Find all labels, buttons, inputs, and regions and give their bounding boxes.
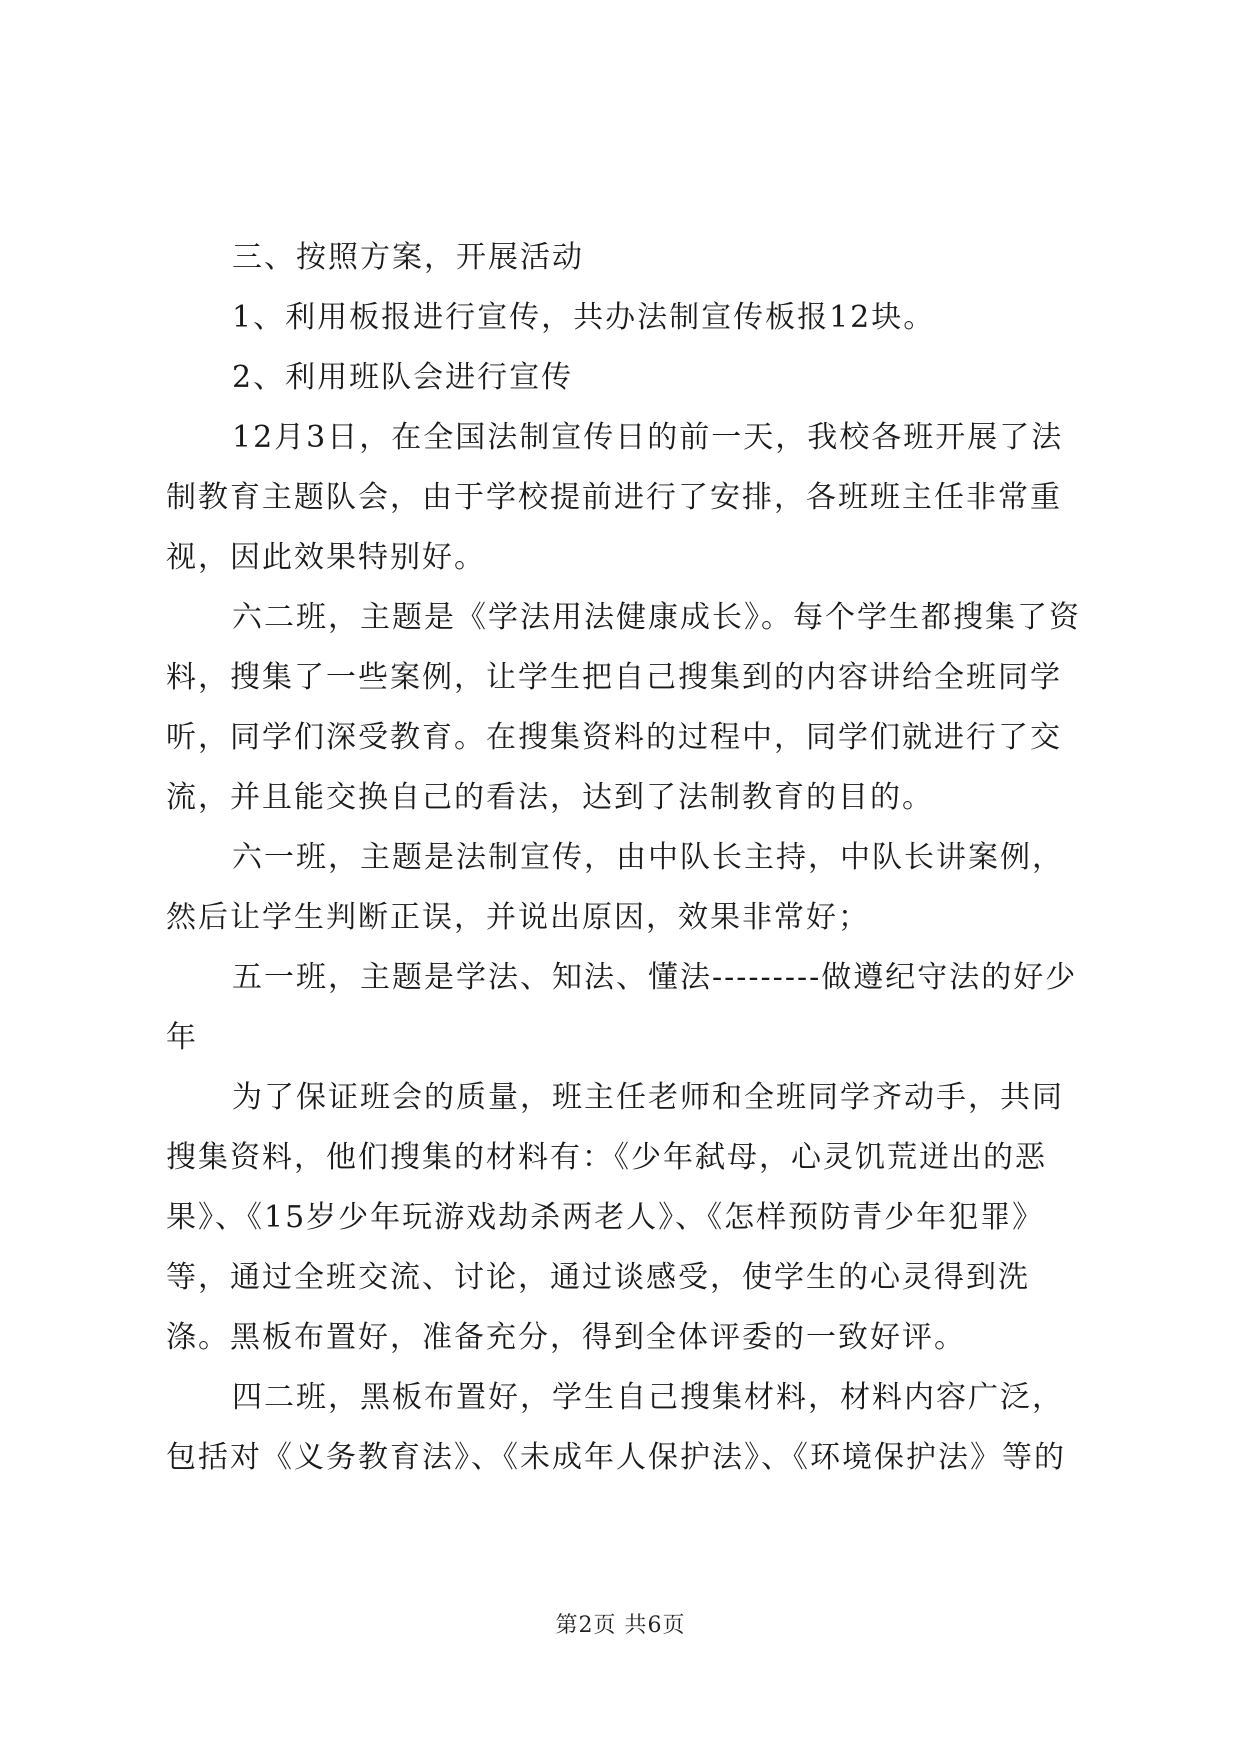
paragraph-class-4-2: 四二班，黑板布置好，学生自己搜集材料，材料内容广泛，包括对《义务教育法》、《未成年人保护法》、《环境保护法》等的 bbox=[166, 1380, 1066, 1475]
page-footer bbox=[0, 1608, 1241, 1639]
page-number: 第2页 共6页 bbox=[555, 1613, 686, 1638]
paragraph-dec-3: 12月3日，在全国法制宣传日的前一天，我校各班开展了法制教育主题队会，由于学校提前进行了安排，各班班主任非常重视，因此效果特别好。 bbox=[166, 420, 1064, 575]
paragraph-class-6-1: 六一班，主题是法制宣传，由中队长主持，中队长讲案例，然后让学生判断正误，并说出原因，效果非常好； bbox=[166, 840, 1064, 935]
paragraph-item-1: 1、利用板报进行宣传，共办法制宣传板报12块。 bbox=[232, 300, 936, 335]
paragraph-class-5-1: 五一班，主题是学法、知法、懂法---------做遵纪守法的好少年 bbox=[166, 960, 1078, 1055]
paragraph-item-2: 2、利用班队会进行宣传 bbox=[232, 360, 574, 395]
paragraph-class-6-2: 六二班，主题是《学法用法健康成长》。每个学生都搜集了资料，搜集了一些案例，让学生把自己搜集到的内容讲给全班同学听，同学们深受教育。在搜集资料的过程中，同学们就进行了交流，并且能交换自己的看法，达到了法制教育的目的。 bbox=[166, 600, 1081, 815]
paragraph-section-heading: 三、按照方案，开展活动 bbox=[232, 240, 584, 275]
document-body bbox=[166, 228, 1086, 1488]
paragraph-class-meeting-quality: 为了保证班会的质量，班主任老师和全班同学齐动手，共同搜集资料，他们搜集的材料有：《少年弑母，心灵饥荒迸出的恶果》、《15岁少年玩游戏劫杀两老人》、《怎样预防青少年犯罪》等，通过全班交流、讨论，通过谈感受，使学生的心灵得到洗涤。黑板布置好，准备充分，得到全体评委的一致好评。 bbox=[166, 1080, 1064, 1355]
